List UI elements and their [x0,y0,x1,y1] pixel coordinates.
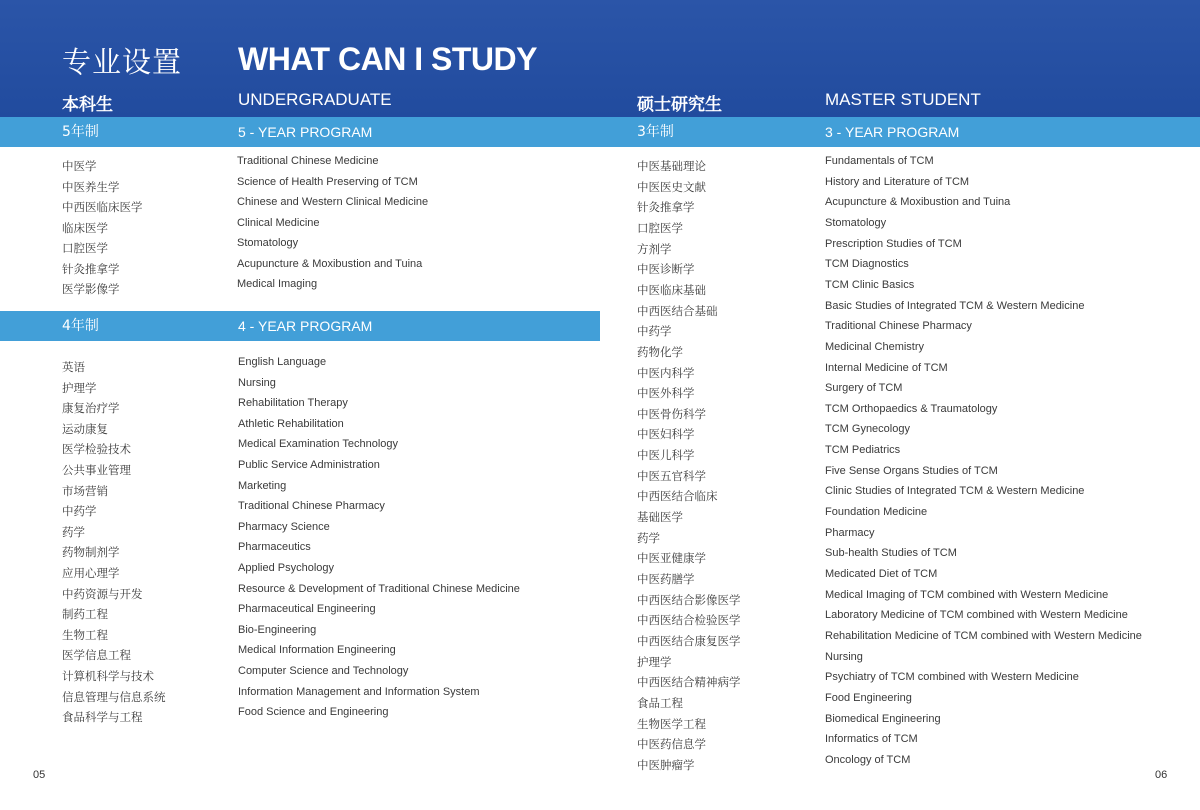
list-item: 护理学 Nursing [637,650,863,669]
list-item: 中医妇科学 TCM Gynecology [637,423,910,442]
list-item: 基础医学 Foundation Medicine [637,506,928,525]
list-item: 中医外科学 Surgery of TCM [637,382,903,401]
list-item: 中西医结合检验医学 Laboratory Medicine of TCM combined with Western Medicine [637,609,1128,628]
list-item: 中医临床基础 TCM Clinic Basics [637,278,915,297]
list-item: 中西医结合影像医学 Medical Imaging of TCM combined with Western Medicine [637,588,1109,607]
list-item: 中西医结合临床 Clinic Studies of Integrated TCM & Western Medicine [637,485,1085,504]
list-item: 药学 Pharmacy [637,526,875,545]
list-item: 护理学 Nursing [62,376,276,395]
list-item: 口腔医学 Stomatology [637,216,887,235]
five-year-label-en: 5 - YEAR PROGRAM [238,124,373,140]
list-item: 针灸推拿学 Acupuncture & Moxibustion and Tuina [637,196,1011,215]
list-item: 医学检验技术 Medical Examination Technology [62,438,398,457]
list-item: 生物工程 Bio-Engineering [62,623,317,642]
list-item: 应用心理学 Applied Psychology [62,562,335,580]
list-item: 中医肿瘤学 Oncology of TCM [637,753,911,772]
list-item: 中医药膳学 Medicated Diet of TCM [637,568,938,586]
list-item: 运动康复 Athletic Rehabilitation [62,417,344,436]
list-item: 食品工程 Food Engineering [637,691,912,710]
undergraduate-label-en: UNDERGRADUATE [238,90,392,109]
list-item: 英语 English Language [62,356,327,374]
list-item: 食品科学与工程 Food Science and Engineering [62,706,389,725]
three-year-label-en: 3 - YEAR PROGRAM [825,124,960,140]
list-item: 中医学 Traditional Chinese Medicine [62,155,379,173]
list-item: 中药学 Traditional Chinese Pharmacy [62,500,385,519]
list-item: 中医儿科学 TCM Pediatrics [637,444,901,463]
list-item: 药物制剂学 Pharmaceutics [62,541,311,560]
list-item: 信息管理与信息系统 Information Management and Information System [62,685,480,704]
list-item: 中药资源与开发 Resource & Development of Traditional Chinese Medicine [62,582,520,601]
list-item: 方剂学 Prescription Studies of TCM [637,237,962,256]
list-item: 针灸推拿学 Acupuncture & Moxibustion and Tuina [62,257,423,276]
list-item: 中西医临床医学 Chinese and Western Clinical Medicine [62,196,429,214]
list-item: 中西医结合基础 Basic Studies of Integrated TCM & Western Medicine [637,299,1085,318]
master-label-en: MASTER STUDENT [825,90,981,109]
four-year-label-cn: 4年制 [62,318,99,334]
list-item: 中医养生学 Science of Health Preserving of TCM [62,175,418,194]
master-label-cn: 硕士研究生 [637,95,722,115]
list-item: 计算机科学与技术 Computer Science and Technology [62,665,409,683]
title-english: WHAT CAN I STUDY [238,41,537,77]
list-item: 医学信息工程 Medical Information Engineering [62,644,396,663]
list-item: 中医诊断学 TCM Diagnostics [637,258,909,277]
list-item: 中医骨伤科学 TCM Orthopaedics & Traumatology [637,402,998,421]
list-item: 药学 Pharmacy Science [62,520,330,539]
undergraduate-label-cn: 本科生 [62,95,113,115]
four-year-label-en: 4 - YEAR PROGRAM [238,318,373,334]
list-item: 药物化学 Medicinal Chemistry [637,340,925,359]
list-item: 中医药信息学 Informatics of TCM [637,733,918,752]
list-item: 公共事业管理 Public Service Administration [62,459,380,477]
three-year-label-cn: 3年制 [637,124,674,140]
list-item: 中医五官科学 Five Sense Organs Studies of TCM [637,464,998,483]
list-item: 中医医史文献 History and Literature of TCM [637,175,970,194]
list-item: 中西医结合康复医学 Rehabilitation Medicine of TCM combined with Western Medicine [637,629,1142,648]
list-item: 生物医学工程 Biomedical Engineering [637,712,941,731]
list-item: 医学影像学 Medical Imaging [62,278,318,296]
list-item: 中医内科学 Internal Medicine of TCM [637,361,948,380]
list-item: 中医亚健康学 Sub-health Studies of TCM [637,547,957,566]
list-item: 中药学 Traditional Chinese Pharmacy [637,320,972,339]
page-number-right: 06 [1155,769,1168,781]
list-item: 市场营销 Marketing [62,479,287,498]
list-item: 临床医学 Clinical Medicine [62,216,320,235]
five-year-band [0,117,600,147]
list-item: 口腔医学 Stomatology [62,237,299,255]
list-item: 康复治疗学 Rehabilitation Therapy [62,397,348,416]
list-item: 中西医结合精神病学 Psychiatry of TCM combined with Western Medicine [637,671,1079,690]
five-year-label-cn: 5年制 [62,124,99,140]
title-chinese: 专业设置 [62,45,183,79]
page-number-left: 05 [33,769,46,781]
list-item: 中医基础理论 Fundamentals of TCM [637,155,934,173]
three-year-band [600,117,1200,147]
page-header-banner [0,0,1200,117]
four-year-band [0,311,600,341]
list-item: 制药工程 Pharmaceutical Engineering [62,603,376,622]
